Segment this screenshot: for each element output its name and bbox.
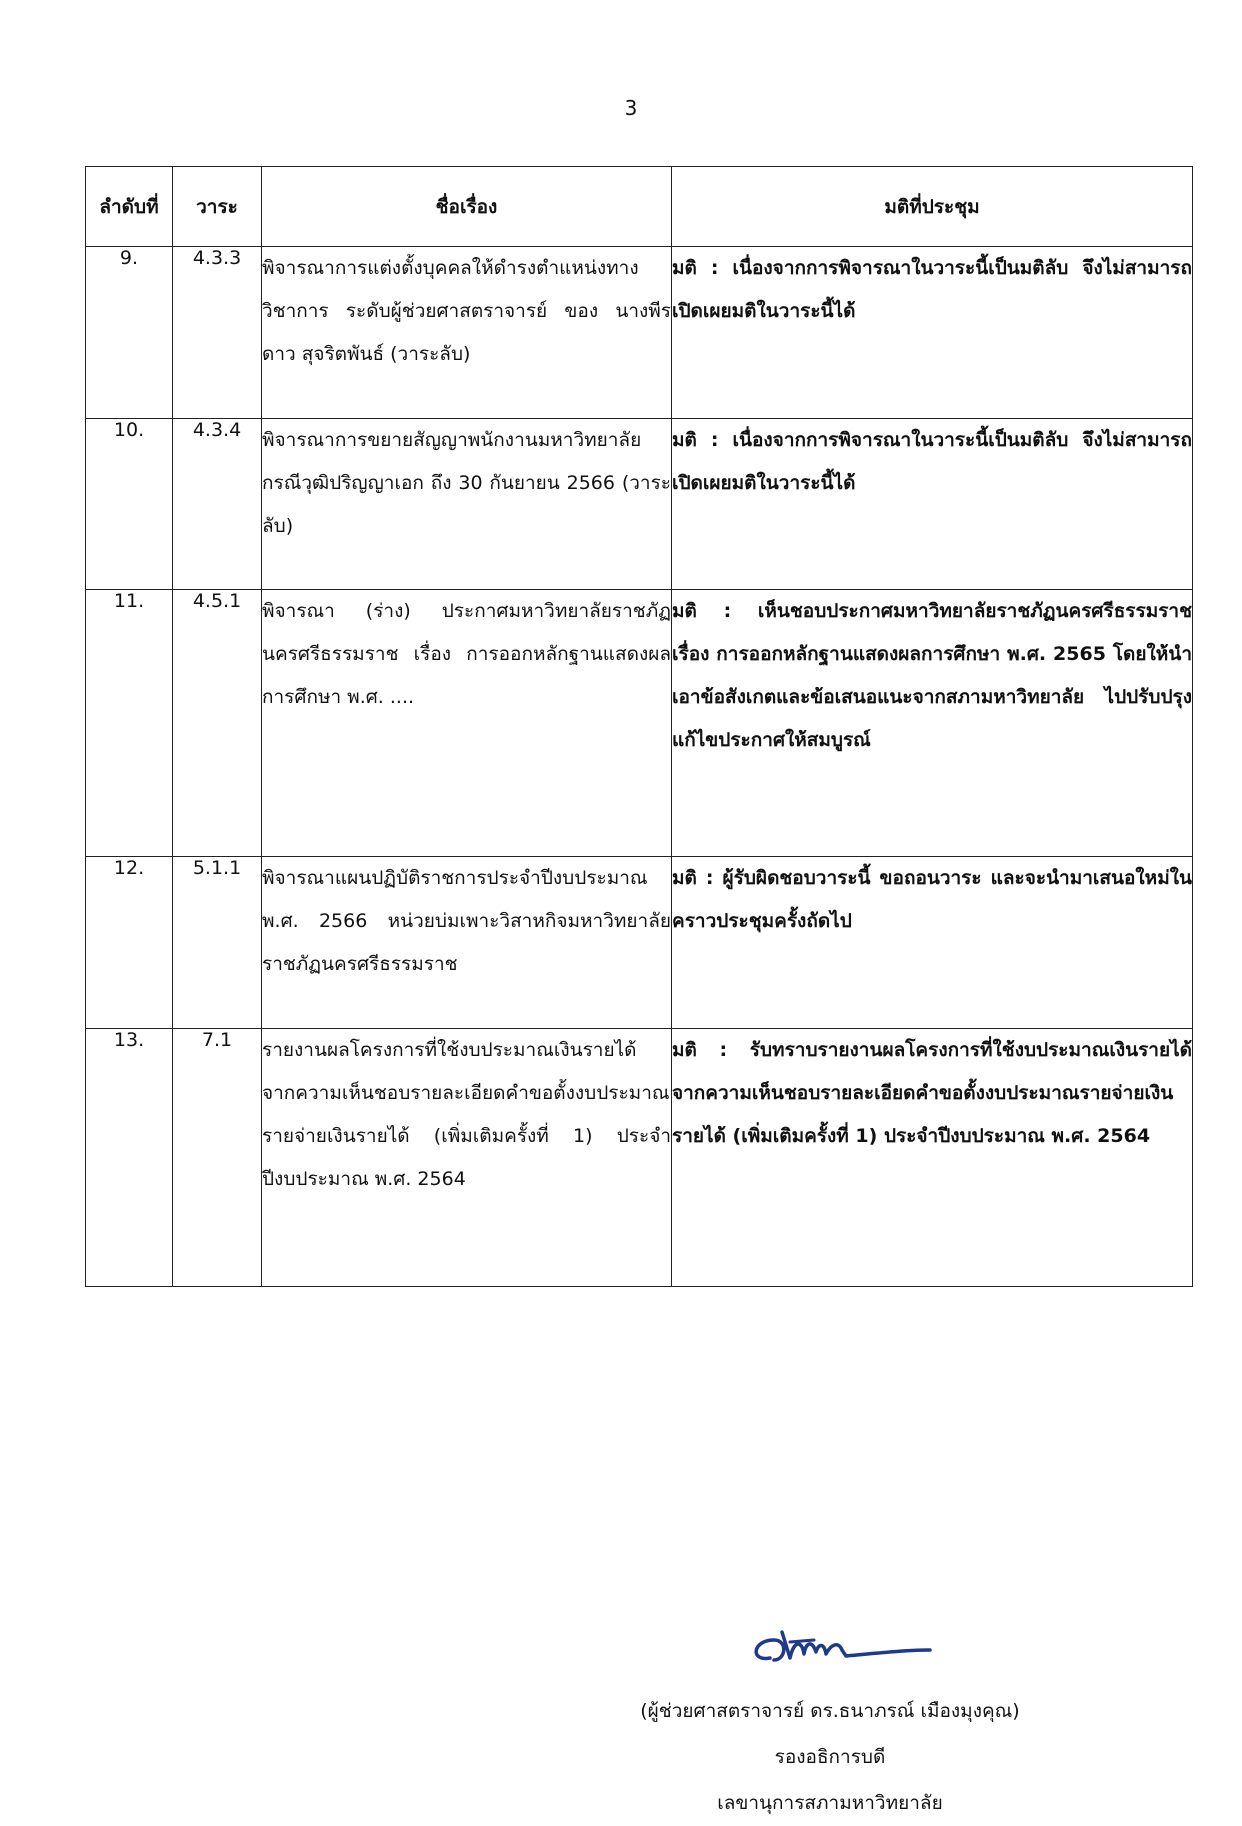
row-no: 9. <box>86 247 173 419</box>
table-row <box>86 419 1193 590</box>
row-resolution: มติ : เห็นชอบประกาศมหาวิทยาลัยราชภัฏนครศรีธรรมราช เรื่อง การออกหลักฐานแสดงผลการศึกษา พ.ศ. 2565 โดยให้นำเอาข้อสังเกตและข้อเสนอแนะจากสภามหาวิทยาลัย ไปปรับปรุงแก้ไขประกาศให้สมบูรณ์ <box>672 590 1193 857</box>
signer-role: เลขานุการสภามหาวิทยาลัย <box>717 1792 943 1814</box>
header-resolution: มติที่ประชุม <box>672 167 1193 247</box>
page-number: 3 <box>624 96 638 120</box>
row-agenda: 7.1 <box>173 1029 262 1287</box>
row-subject: พิจารณาการแต่งตั้งบุคคลให้ดำรงตำแหน่งทางวิชาการ ระดับผู้ช่วยศาสตราจารย์ ของ นางพีรดาว สุจริตพันธ์ (วาระลับ) <box>262 247 672 419</box>
handwritten-signature <box>730 1610 950 1680</box>
header-agenda: วาระ <box>173 167 262 247</box>
row-agenda: 5.1.1 <box>173 857 262 1029</box>
row-no: 12. <box>86 857 173 1029</box>
table-row <box>86 247 1193 419</box>
table-row <box>86 857 1193 1029</box>
signer-position: รองอธิการบดี <box>774 1746 886 1768</box>
row-subject: รายงานผลโครงการที่ใช้งบประมาณเงินรายได้ จากความเห็นชอบรายละเอียดคำขอตั้งงบประมาณรายจ่ายเงินรายได้ (เพิ่มเติมครั้งที่ 1) ประจำปีงบประมาณ พ.ศ. 2564 <box>262 1029 672 1287</box>
row-subject: พิจารณาการขยายสัญญาพนักงานมหาวิทยาลัยกรณีวุฒิปริญญาเอก ถึง 30 กันยายน 2566 (วาระลับ) <box>262 419 672 590</box>
row-agenda: 4.5.1 <box>173 590 262 857</box>
row-agenda: 4.3.4 <box>173 419 262 590</box>
row-no: 10. <box>86 419 173 590</box>
table-row <box>86 590 1193 857</box>
resolutions-table <box>85 166 1193 1287</box>
row-no: 11. <box>86 590 173 857</box>
signer-name: (ผู้ช่วยศาสตราจารย์ ดร.ธนาภรณ์ เมืองมุงคุณ) <box>640 1700 1020 1722</box>
row-resolution: มติ : รับทราบรายงานผลโครงการที่ใช้งบประมาณเงินรายได้ จากความเห็นชอบรายละเอียดคำขอตั้งงบประมาณรายจ่ายเงินรายได้ (เพิ่มเติมครั้งที่ 1) ประจำปีงบประมาณ พ.ศ. 2564 <box>672 1029 1193 1287</box>
header-subject: ชื่อเรื่อง <box>262 167 672 247</box>
row-no: 13. <box>86 1029 173 1287</box>
row-subject: พิจารณาแผนปฏิบัติราชการประจำปีงบประมาณ พ.ศ. 2566 หน่วยบ่มเพาะวิสาหกิจมหาวิทยาลัยราชภัฏนครศรีธรรมราช <box>262 857 672 1029</box>
table-row <box>86 1029 1193 1287</box>
row-subject: พิจารณา (ร่าง) ประกาศมหาวิทยาลัยราชภัฏนครศรีธรรมราช เรื่อง การออกหลักฐานแสดงผลการศึกษา พ.ศ. .... <box>262 590 672 857</box>
header-no: ลำดับที่ <box>86 167 173 247</box>
row-resolution: มติ : เนื่องจากการพิจารณาในวาระนี้เป็นมติลับ จึงไม่สามารถเปิดเผยมติในวาระนี้ได้ <box>672 247 1193 419</box>
table-header-row <box>86 167 1193 247</box>
row-resolution: มติ : ผู้รับผิดชอบวาระนี้ ขอถอนวาระ และจะนำมาเสนอใหม่ในคราวประชุมครั้งถัดไป <box>672 857 1193 1029</box>
signer-block <box>560 1688 1100 1826</box>
row-resolution: มติ : เนื่องจากการพิจารณาในวาระนี้เป็นมติลับ จึงไม่สามารถเปิดเผยมติในวาระนี้ได้ <box>672 419 1193 590</box>
row-agenda: 4.3.3 <box>173 247 262 419</box>
